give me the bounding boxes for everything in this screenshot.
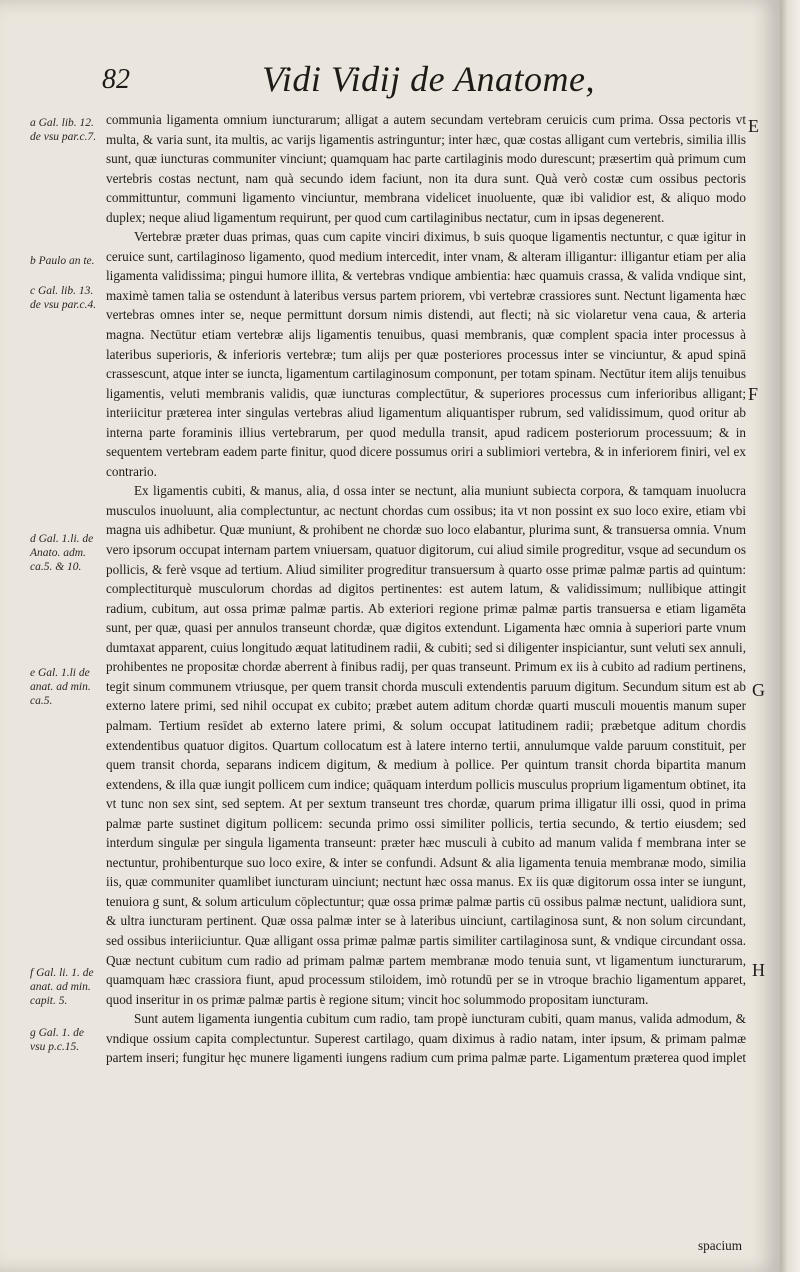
- margin-note: a Gal. lib. 12. de vsu par.c.7.: [30, 117, 97, 143]
- margin-note: f Gal. li. 1. de anat. ad min. capit. 5.: [30, 967, 94, 1007]
- paragraph: Sunt autem ligamenta iungentia cubitum cum radio, tam propè iuncturam cubiti, quam manus, valida admodum, & vndique ossium capita complectuntur. Superest cartilago, quam diximus à radio natam, inter ipsum, & primam palmæ partem inseri; fungitur hęc munere ligamenti iungens radium cum prima palmæ parte. Ligamentum præterea quod implet: [106, 1011, 746, 1066]
- page-edge: [780, 0, 800, 1272]
- margin-note: d Gal. 1.li. de Anato. adm. ca.5. & 10.: [30, 533, 94, 573]
- running-title: Vidi Vidij de Anatome,: [262, 59, 595, 99]
- main-text: [106, 110, 746, 1068]
- paragraph: communia ligamenta omnium iuncturarum; alligat a autem secundam vertebram ceruicis cum prima. Ossa pectoris vt multa, & varia sunt, ita multis, ac varijs ligamentis astringuntur; inter hæc, quæ costas alligant cum vertebris, similia illis sunt, quæ iuncturas communiter vinciunt; quamquam hac parte cartilaginis modo durescunt; præsertim quà primum cum vertebris costas nectunt, nam quà secundo idem faciunt, non ita dura sunt. Quà verò costæ cum ossibus pectoris committuntur, communi ligamento vinciuntur, membrana videlicet inuoluente, quæ ibi validior est, & aliquo modo duplex; neque aliud ligamentum requirunt, per quod cum cartilaginibus nectatur, cum in ipsas degenerent.: [106, 112, 746, 225]
- margin-note: c Gal. lib. 13. de vsu par.c.4.: [30, 285, 97, 311]
- margin-letter: E: [748, 116, 759, 136]
- margin-letter: G: [752, 680, 765, 700]
- catchword: spacium: [698, 1238, 742, 1253]
- margin-note: e Gal. 1.li de anat. ad min. ca.5.: [30, 667, 91, 707]
- margin-letter: H: [752, 960, 765, 980]
- paragraph: Ex ligamentis cubiti, & manus, alia, d ossa inter se nectunt, alia muniunt subiecta corpora, & tamquam inuolucra musculos inuoluunt, alia complectuntur, ac nectunt chordas cum ossibus; ita vt non possint ex suo loco exire, etiam vbi magna uis adhibetur. Quæ muniunt, & prohibent ne chordæ suo loco elabantur, plurima sunt, & transuersa omnia. Vnum vero ipsorum occupat internam partem vniuersam, quatuor digitorum, cui aliud simile progreditur, vsque ad secundum os pollicis, & ferè vsque ad tertium. Aliud similiter progreditur transuersum à quarto osse primæ palmæ partis ad quintum: complectiturquè musculorum chordas ad digitos pertinentes: est autem latum, & validissimum; nullibique attingit radium, cubitum, aut ossa primæ palmæ partis. Ab exteriori regione primæ palmæ partis transuersa e etiam ligamēta sunt, per quæ, quasi per annulos transeunt chordæ, quæ digitos extendunt. Ligamenta hæc omnia à superiori parte vnum dumtaxat apparent, cuius longitudo æquat latitudinem radii, & cubiti; sed si diligenter inspiciantur, sunt veluti sex annuli, prohibentes ne propositæ chordæ aberrent à finibus radij, per quas transeunt. Primum ex iis à cubito ad radium pertinens, tegit sinum communem vtriusque, per quem transit chorda musculi extendentis paruum digitum. Secundum situm est ab externo latere primi, sed nihil occupat ex cubito; præbet autem aditum chordæ quarti musculi mouentis manum super palmam. Tertium resīdet ab externo latere primi, & solum occupat latitudinem radii; præbetque aditum chordis extendentibus quatuor digitos. Quartum collocatum est à latere interno tertii, annulumque valde paruum constituit, per quem transit chorda, separans indicem digitum, & medium à pollice. Per quintum transit chorda bipartita manum extendens, & illa quæ iungit pollicem cum indice; quāquam interdum pollicis musculus proprium ligamentum obtinet, ita vt tunc non sex sint, sed septem. At per sextum transeunt tres chordæ, quarum prima illigatur illi ossi, quod in prima palmæ parte sustinet digitum pollicem: secunda primo ossi similiter pollicis, tertia secundo, & tertio eiusdem; sed interdum singulæ per singula ligamenta transeunt: præter hæc musculi à cubito ad manum valida f membrana inter se nectuntur, prohibenturque suo loco exire, & inter se confundi. Adsunt & alia ligamenta tenuia membranæ modo, similia iis, quæ communiter quamlibet iuncturam uinciunt; nectunt hæc ossa manus. Ex iis quæ digitorum ossa inter se iungunt, tenuiora g sunt, & solum articulum cōplectuntur; quæ ossa primæ palmæ partis cū ossibus palmæ nectunt, ualidiora sunt, & ultra iuncturam pertinent. Quæ ossa palmæ inter se à lateribus uinciunt, cartilaginosa sunt, & non solum circundant, sed ossibus interiiciuntur. Quæ alligant ossa primæ palmæ partis similiter cartilaginosa sunt, & vndique circundant ossa. Quæ nectunt cubitum cum radio ad primam palmæ partem membranæ modo tenuia sunt, vt ligamentum iuncturarum, quamquam hæc crassiora fiunt, apud processum stiloidem, imò rotundū per se in vtroque brachio ligamentum apparet, quod inseritur in os primæ palmæ partis è regione situm; vincit hoc solummodo propositam iuncturam.: [106, 483, 746, 1007]
- page-number: 82: [102, 64, 130, 95]
- margin-letter: F: [748, 384, 759, 404]
- margin-note: g Gal. 1. de vsu p.c.15.: [30, 1027, 84, 1053]
- margin-note: b Paulo an te.: [30, 255, 95, 267]
- paragraph: Vertebræ præter duas primas, quas cum capite vinciri diximus, b suis quoque ligamentis nectuntur, c quæ igitur in ceruice sunt, cartilaginoso ligamento, quod medium intercedit, inter vnam, & alteram illigantur: illigantur etiam per alia ligamenta validissima; pingui humore illita, & vertebras vndique ambientia: hæc quamuis crassa, & valida vndique sint, maximè tamen talia se ostendunt à lateribus versus partem priorem, vbi vertebræ crassiores sunt. Nectunt ligamenta hæc vertebras omnes inter se, neque permittunt dorsum nimis distendi, aut flecti; nà sic violaretur vena caua, & arteria magna. Nectūtur etiam vertebræ alijs ligamentis tenuibus, quasi membranis, quæ complent spacia inter processus à lateribus superioris, & inferioris vertebræ; tum alijs per quæ posteriores processus inter se vinciuntur, & apud spinā crassescunt, atque inter se iuncta, ligamentum cartilaginosum componunt, per totam spinam. Nectūtur item alijs tenuibus ligamentis, veluti membranis validis, quæ iuncturas complectūtur, & superiores processus cum inferioribus alligant; interiicitur præterea inter singulas vertebras aliud ligamentum aliquantisper rubrum, sed validissimum, quod oritur ab interna parte foraminis illius vertebrarum, per quod medulla transit, apud radicem posteriorum processuum; & in sequentem vertebram eadem parte finitur, quod dicere possumus oriri a sublimiori vertebra, & in inferiorem finiri, vel ex contrario.: [106, 229, 746, 479]
